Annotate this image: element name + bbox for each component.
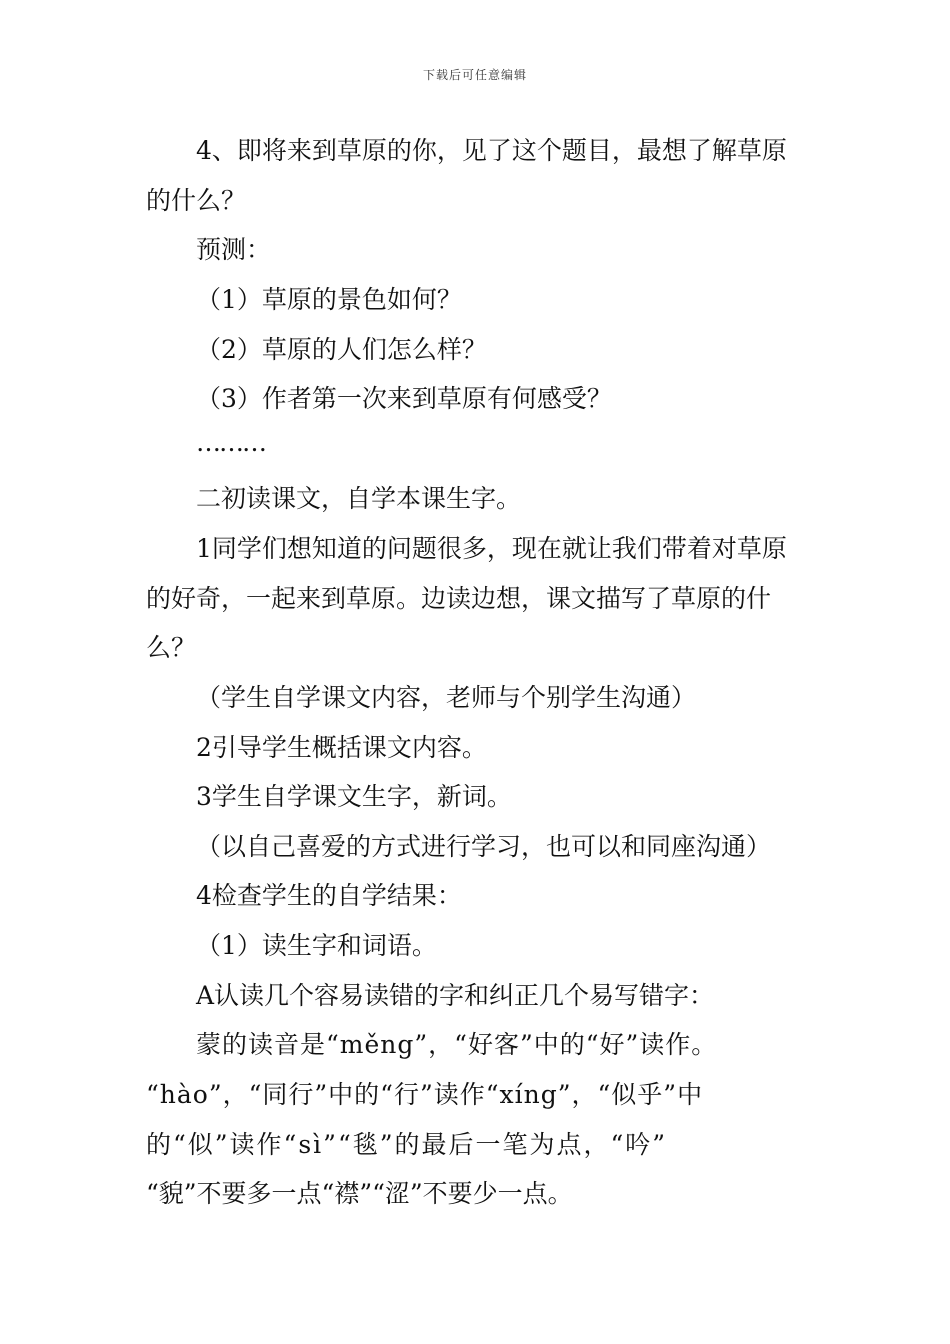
- pronunciation-line-4: “貌”不要多一点“襟”“涩”不要少一点。: [146, 1179, 573, 1208]
- prediction-1: （1）草原的景色如何？: [196, 285, 462, 314]
- step-1-line-1: 1同学们想知道的问题很多，现在就让我们带着对草原: [196, 534, 787, 563]
- pronunciation-line-1: 蒙的读音是“měng”，“好客”中的“好”读作。: [196, 1030, 718, 1059]
- step-1-line-3: 么？: [146, 633, 197, 662]
- pronunciation-line-3: 的“似”读作“sì”“毯”的最后一笔为点，“吟”: [146, 1130, 668, 1159]
- step-2: 2引导学生概括课文内容。: [196, 733, 487, 762]
- page-header: 下载后可任意编辑: [422, 68, 527, 82]
- note-2: （以自己喜爱的方式进行学习，也可以和同座沟通）: [196, 832, 772, 861]
- question-4-line-1: 4、即将来到草原的你，见了这个题目，最想了解草原: [196, 136, 787, 165]
- read-a: A认读几个容易读错的字和纠正几个易写错字：: [196, 981, 715, 1010]
- predict-label: 预测：: [196, 235, 272, 264]
- prediction-3: （3）作者第一次来到草原有何感受？: [196, 384, 612, 413]
- step-3: 3学生自学课文生字，新词。: [196, 782, 512, 811]
- read-1: （1）读生字和词语。: [196, 931, 437, 960]
- note-1: （学生自学课文内容，老师与个别学生沟通）: [196, 683, 697, 712]
- section-2-heading: 二初读课文，自学本课生字。: [196, 484, 522, 513]
- pronunciation-line-2: “hào”，“同行”中的“行”读作“xíng”，“似乎”中: [146, 1080, 704, 1109]
- step-1-line-2: 的好奇，一起来到草原。边读边想，课文描写了草原的什: [146, 584, 772, 613]
- step-4: 4检查学生的自学结果：: [196, 881, 462, 910]
- prediction-2: （2）草原的人们怎么样？: [196, 335, 487, 364]
- ellipsis: ………: [196, 428, 265, 457]
- question-4-line-2: 的什么？: [146, 186, 247, 215]
